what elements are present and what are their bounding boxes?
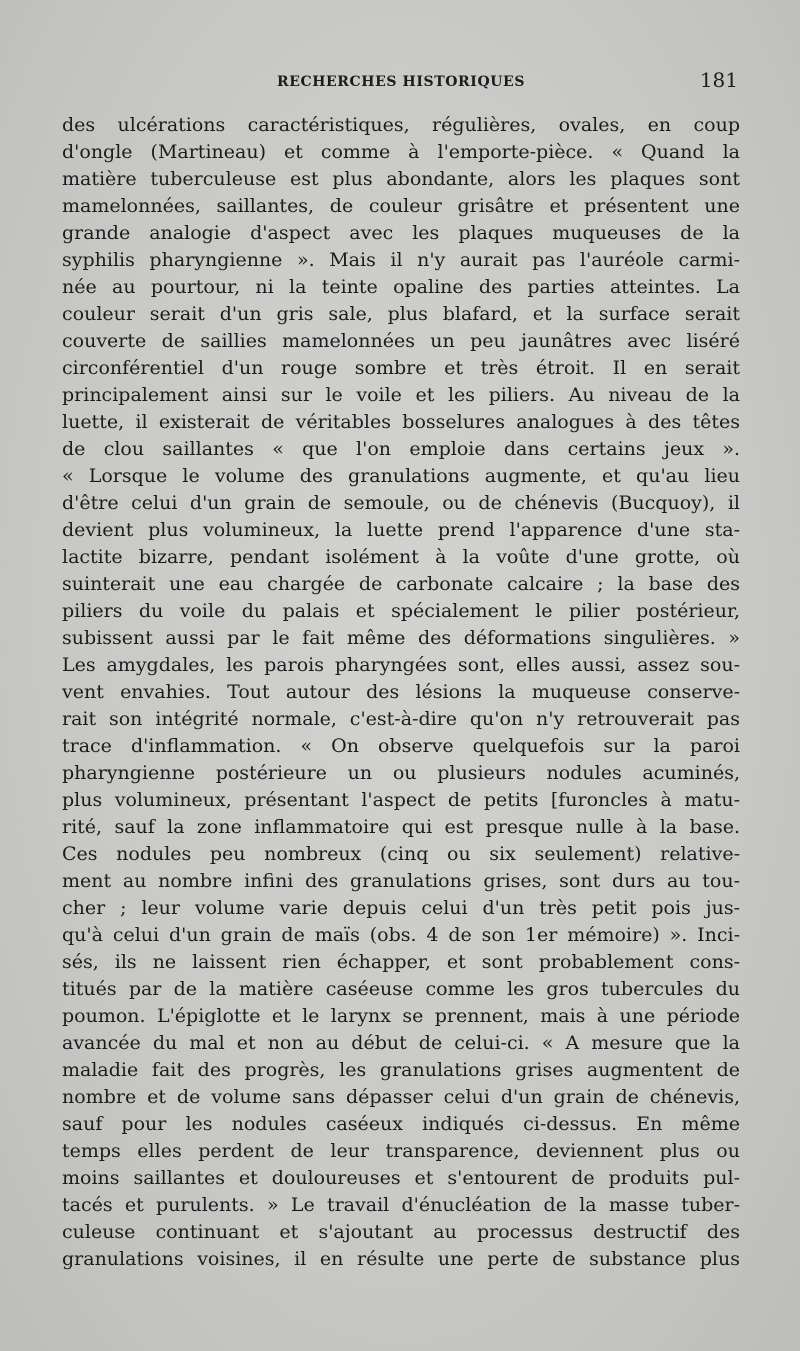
text-line: d'ongle (Martineau) et comme à l'emporte-pièce. « Quand la — [62, 141, 740, 163]
text-line: devient plus volumineux, la luette prend l'apparence d'une sta- — [62, 519, 740, 541]
text-line: grande analogie d'aspect avec les plaques muqueuses de la — [62, 222, 740, 244]
text-line: Les amygdales, les parois pharyngées sont, elles aussi, assez sou- — [62, 654, 740, 676]
text-line: née au pourtour, ni la teinte opaline des parties atteintes. La — [62, 276, 740, 298]
text-line: subissent aussi par le fait même des déformations singulières. » — [62, 627, 740, 649]
text-line: lactite bizarre, pendant isolément à la voûte d'une grotte, où — [62, 546, 740, 568]
text-line: ment au nombre infini des granulations grises, sont durs au tou- — [62, 870, 740, 892]
text-line: suinterait une eau chargée de carbonate calcaire ; la base des — [62, 573, 740, 595]
text-line: rité, sauf la zone inflammatoire qui est presque nulle à la base. — [62, 816, 740, 838]
text-line: d'être celui d'un grain de semoule, ou de chénevis (Bucquoy), il — [62, 492, 740, 514]
text-line: nombre et de volume sans dépasser celui d'un grain de chénevis, — [62, 1086, 740, 1108]
text-line: sauf pour les nodules caséeux indiqués ci-dessus. En même — [62, 1113, 740, 1135]
text-line: pharyngienne postérieure un ou plusieurs nodules acuminés, — [62, 762, 740, 784]
text-line: avancée du mal et non au début de celui-ci. « A mesure que la — [62, 1032, 740, 1054]
text-line: cher ; leur volume varie depuis celui d'un très petit pois jus- — [62, 897, 740, 919]
text-line: temps elles perdent de leur transparence, deviennent plus ou — [62, 1140, 740, 1162]
text-line: des ulcérations caractéristiques, régulières, ovales, en coup — [62, 114, 740, 136]
text-line: principalement ainsi sur le voile et les piliers. Au niveau de la — [62, 384, 740, 406]
text-line: circonférentiel d'un rouge sombre et très étroit. Il en serait — [62, 357, 740, 379]
text-line: syphilis pharyngienne ». Mais il n'y aurait pas l'auréole carmi- — [62, 249, 740, 271]
text-line: piliers du voile du palais et spécialement le pilier postérieur, — [62, 600, 740, 622]
text-line: vent envahies. Tout autour des lésions la muqueuse conserve- — [62, 681, 740, 703]
text-line: de clou saillantes « que l'on emploie dans certains jeux ». — [62, 438, 740, 460]
text-line: sés, ils ne laissent rien échapper, et sont probablement cons- — [62, 951, 740, 973]
text-line: trace d'inflammation. « On observe quelquefois sur la paroi — [62, 735, 740, 757]
text-line: granulations voisines, il en résulte une perte de substance plus — [62, 1248, 740, 1270]
text-line: maladie fait des progrès, les granulations grises augmentent de — [62, 1059, 740, 1081]
text-line: poumon. L'épiglotte et le larynx se prennent, mais à une période — [62, 1005, 740, 1027]
text-line: tacés et purulents. » Le travail d'énucléation de la masse tuber- — [62, 1194, 740, 1216]
text-line: moins saillantes et douloureuses et s'entourent de produits pul- — [62, 1167, 740, 1189]
text-line: qu'à celui d'un grain de maïs (obs. 4 de son 1er mémoire) ». Inci- — [62, 924, 740, 946]
body-text — [62, 112, 740, 1273]
text-line: mamelonnées, saillantes, de couleur grisâtre et présentent une — [62, 195, 740, 217]
text-line: culeuse continuant et s'ajoutant au processus destructif des — [62, 1221, 740, 1243]
text-line: « Lorsque le volume des granulations augmente, et qu'au lieu — [62, 465, 740, 487]
page-header — [62, 68, 740, 98]
text-line: titués par de la matière caséeuse comme les gros tubercules du — [62, 978, 740, 1000]
text-line: plus volumineux, présentant l'aspect de petits [furoncles à matu- — [62, 789, 740, 811]
text-line: rait son intégrité normale, c'est-à-dire qu'on n'y retrouverait pas — [62, 708, 740, 730]
page-number: 181 — [699, 68, 738, 92]
text-line: Ces nodules peu nombreux (cinq ou six seulement) relative- — [62, 843, 740, 865]
text-line: matière tuberculeuse est plus abondante, alors les plaques sont — [62, 168, 740, 190]
text-line: couverte de saillies mamelonnées un peu jaunâtres avec liséré — [62, 330, 740, 352]
text-line: couleur serait d'un gris sale, plus blafard, et la surface serait — [62, 303, 740, 325]
text-line: luette, il existerait de véritables bosselures analogues à des têtes — [62, 411, 740, 433]
running-head: RECHERCHES HISTORIQUES — [276, 74, 526, 90]
